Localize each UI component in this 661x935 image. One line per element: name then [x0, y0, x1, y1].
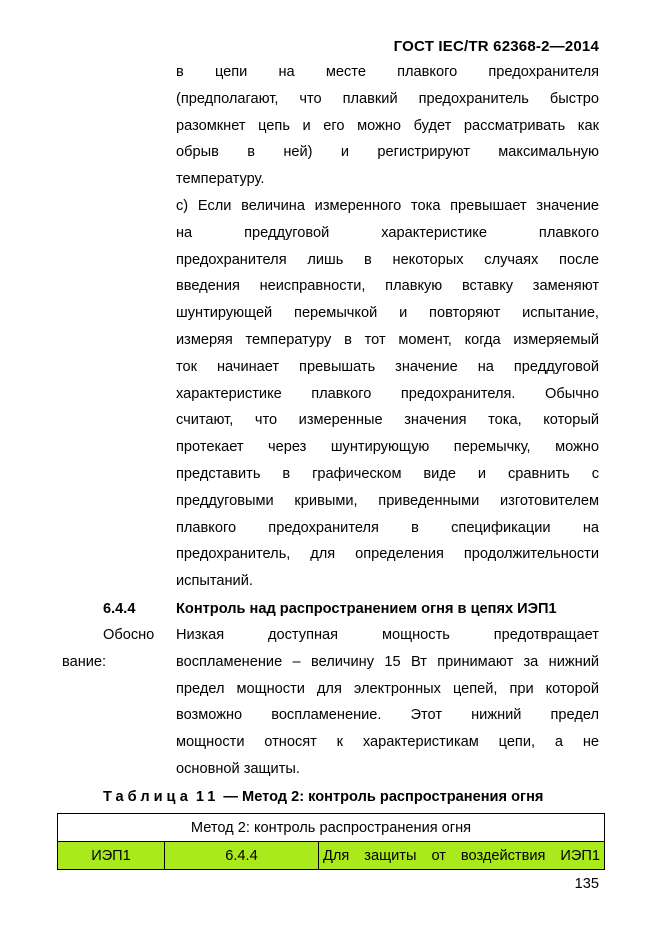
text-line: шунтирующей перемычкой и повторяют испытание, — [176, 305, 599, 322]
table-cell-purpose: Для защиты от воздействия ИЭП1 — [319, 842, 605, 870]
text-line: мощности относят к характеристикам цепи, а не — [176, 734, 599, 751]
text-line: обрыв в ней) и регистрируют максимальную — [176, 144, 599, 161]
method2-table — [57, 813, 605, 870]
table-row — [58, 842, 605, 870]
text-line: протекает через шунтирующую перемычку, можно — [176, 439, 599, 456]
section-number: 6.4.4 — [103, 601, 136, 617]
table-header-cell: Метод 2: контроль распространения огня — [58, 814, 605, 842]
text-line: на преддуговой характеристике плавкого — [176, 224, 599, 241]
text-line: Низкая доступная мощность предотвращает — [176, 627, 599, 643]
text-line: характеристике плавкого предохранителя. Обычно — [176, 385, 599, 402]
table-caption-dash: — — [223, 789, 238, 805]
text-line: предохранителя лишь в некоторых случаях после — [176, 251, 599, 268]
text-line: температуру. — [176, 171, 265, 188]
text-line: воспламенение – величину 15 Вт принимают за нижний — [176, 653, 599, 670]
text-line: введения неисправности, плавкую вставку заменяют — [176, 278, 599, 295]
table-caption-number: 11 — [195, 789, 220, 805]
table-cell-class: ИЭП1 — [58, 842, 165, 870]
page-number: 135 — [574, 876, 599, 892]
text-line: основной защиты. — [176, 760, 300, 777]
paragraph-rationale — [176, 622, 599, 783]
paragraph-fuse-test — [176, 59, 599, 595]
section-title: Контроль над распространением огня в цепях ИЭП1 — [176, 601, 557, 617]
text-line: (предполагают, что плавкий предохранитель быстро — [176, 90, 599, 107]
text-line: разомкнет цепь и его можно будет рассматривать как — [176, 117, 599, 134]
text-line: ток начинает превышать значение на преддуговой — [176, 358, 599, 375]
text-line: представить в графическом виде и сравнить с — [176, 465, 599, 482]
text-line: возможно воспламенение. Этот нижний предел — [176, 707, 599, 724]
text-line: предохранитель, для определения продолжительности — [176, 546, 599, 563]
table-caption — [103, 784, 543, 810]
document-id-header: ГОСТ IEC/TR 62368-2—2014 — [393, 38, 599, 55]
text-line: с) Если величина измеренного тока превышает значение — [176, 197, 599, 214]
text-line: измеряя температуру в тот момент, когда измеряемый — [176, 331, 599, 348]
rationale-label-part2: вание: — [62, 654, 107, 670]
text-line: плавкого предохранителя в спецификации на — [176, 519, 599, 536]
table-header-row — [58, 814, 605, 842]
text-line: предел мощности для электронных цепей, при которой — [176, 680, 599, 697]
text-line: считают, что измеренные значения тока, который — [176, 412, 599, 429]
table-caption-label: Таблица — [103, 789, 192, 805]
text-line: в цепи на месте плавкого предохранителя — [176, 64, 599, 80]
text-line: преддуговыми кривыми, приведенными изготовителем — [176, 492, 599, 509]
text-line: испытаний. — [176, 573, 253, 590]
table-cell-clause: 6.4.4 — [165, 842, 319, 870]
table-caption-title: Метод 2: контроль распространения огня — [242, 789, 544, 805]
rationale-label-part1: Обосно — [103, 627, 155, 643]
